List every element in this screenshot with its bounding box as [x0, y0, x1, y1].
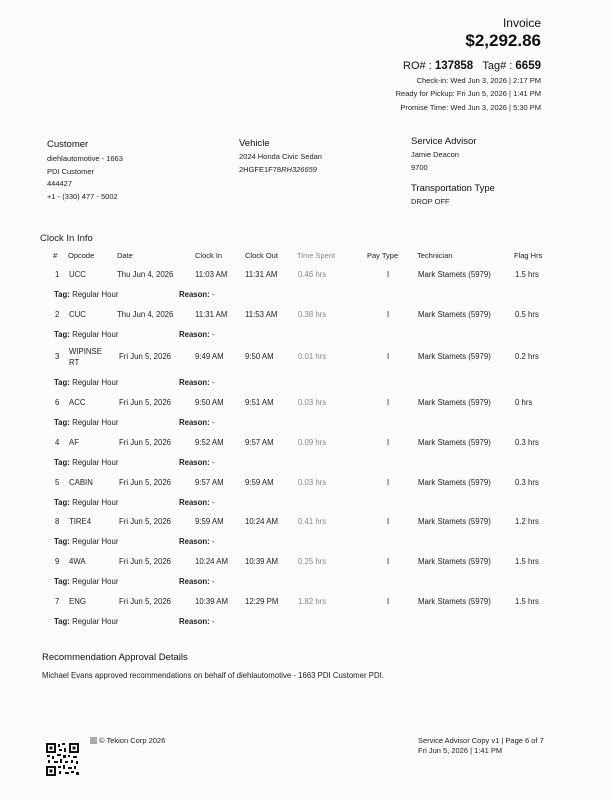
row-pay-type: I [387, 270, 390, 279]
row-reason [179, 378, 215, 387]
row-time-spent: 0.46 hrs [298, 270, 327, 279]
row-reason-label: Reason: [179, 378, 210, 387]
row-opcode: ACC [69, 398, 86, 407]
row-pay-type: I [387, 478, 390, 487]
col-header-flag-hrs: Flag Hrs [514, 251, 543, 260]
row-num: 8 [55, 517, 60, 526]
row-clock-in: 11:31 AM [195, 310, 228, 319]
row-opcode: AF [69, 438, 79, 447]
printed-time: Fri Jun 5, 2026 | 1:41 PM [418, 746, 503, 755]
row-date: Fri Jun 5, 2026 [119, 478, 172, 487]
col-header-pay-type: Pay Type [367, 251, 399, 260]
row-pay-type: I [387, 398, 390, 407]
row-reason-value: - [211, 577, 215, 586]
row-clock-out: 10:39 AM [245, 557, 278, 566]
row-reason-value: - [211, 458, 215, 467]
row-num: 5 [55, 478, 60, 487]
row-pay-type: I [387, 310, 390, 319]
row-reason [179, 498, 215, 507]
ro-tag-line: RO# : 137858 Tag# : 6659 [403, 60, 541, 72]
customer-block [47, 153, 123, 203]
row-opcode: ENG [69, 597, 86, 606]
row-num: 7 [55, 597, 60, 606]
col-header-opcode: Opcode [68, 251, 95, 260]
row-num: 3 [55, 352, 60, 361]
row-clock-in: 10:24 AM [195, 557, 228, 566]
row-technician: Mark Stamets (5979) [418, 398, 491, 407]
row-clock-in: 9:57 AM [195, 478, 224, 487]
row-reason [179, 290, 215, 299]
row-pay-type: I [387, 517, 390, 526]
row-tag-label: Tag: [54, 290, 70, 299]
row-technician: Mark Stamets (5979) [418, 478, 491, 487]
col-header-time-spent: Time Spent [297, 251, 336, 260]
promise-time: Promise Time: Wed Jun 3, 2026 | 5:30 PM [400, 103, 541, 112]
row-technician: Mark Stamets (5979) [418, 557, 491, 566]
row-num: 1 [55, 270, 60, 279]
row-clock-in: 10:39 AM [195, 597, 228, 606]
row-clock-out: 9:51 AM [245, 398, 274, 407]
recommendation-text: Michael Evans approved recommendations on behalf of diehlautomotive - 1663 PDI Customer PDI. [42, 671, 384, 680]
row-num: 6 [55, 398, 60, 407]
row-flag-hrs: 1.5 hrs [515, 270, 539, 279]
qr-code [45, 742, 80, 777]
row-technician: Mark Stamets (5979) [418, 270, 491, 279]
row-opcode: CABIN [69, 478, 93, 487]
row-num: 2 [55, 310, 60, 319]
row-reason-value: - [211, 537, 215, 546]
row-clock-out: 11:53 AM [245, 310, 278, 319]
row-tag [54, 418, 118, 427]
row-time-spent: 0.41 hrs [298, 517, 327, 526]
row-tag [54, 498, 118, 507]
row-tag-label: Tag: [54, 378, 70, 387]
row-clock-out: 12:29 PM [245, 597, 279, 606]
row-opcode: TIRE4 [69, 517, 92, 526]
row-reason [179, 418, 215, 427]
transport-title: Transportation Type [411, 183, 495, 194]
row-date: Fri Jun 5, 2026 [119, 557, 172, 566]
row-pay-type: I [387, 352, 390, 361]
row-technician: Mark Stamets (5979) [418, 517, 491, 526]
row-date: Fri Jun 5, 2026 [119, 398, 172, 407]
row-tag [54, 378, 118, 387]
row-tag-value: Regular Hour [72, 498, 119, 507]
row-tag-value: Regular Hour [72, 617, 119, 626]
row-clock-out: 10:24 AM [245, 517, 278, 526]
invoice-total: $2,292.86 [465, 31, 541, 50]
row-flag-hrs: 0.3 hrs [515, 438, 539, 447]
row-reason-label: Reason: [179, 498, 210, 507]
row-time-spent: 0.25 hrs [298, 557, 327, 566]
vehicle-title: Vehicle [239, 138, 270, 149]
tag-number: 6659 [515, 60, 541, 72]
row-reason-label: Reason: [179, 577, 210, 586]
customer-type: PDI Customer [47, 166, 95, 176]
row-opcode: UCC [69, 270, 86, 279]
row-flag-hrs: 0 hrs [515, 398, 533, 407]
row-tag [54, 537, 118, 546]
row-reason-value: - [211, 330, 215, 339]
row-tag-label: Tag: [54, 458, 70, 467]
row-tag-value: Regular Hour [72, 418, 119, 427]
row-time-spent: 0.01 hrs [298, 352, 327, 361]
row-tag-value: Regular Hour [72, 330, 119, 339]
row-date: Fri Jun 5, 2026 [119, 597, 172, 606]
row-reason-value: - [211, 617, 215, 626]
tekion-logo-icon [90, 737, 97, 744]
row-tag-value: Regular Hour [72, 290, 119, 299]
row-reason [179, 458, 215, 467]
row-reason-label: Reason: [179, 330, 210, 339]
row-opcode: 4WA [69, 557, 86, 566]
row-date: Thu Jun 4, 2026 [117, 310, 174, 319]
tag-label: Tag# [482, 60, 507, 72]
row-time-spent: 0.09 hrs [298, 438, 327, 447]
row-opcode: CUC [69, 310, 86, 319]
vin-suffix: RH326659 [281, 164, 317, 174]
row-technician: Mark Stamets (5979) [418, 352, 491, 361]
row-tag-label: Tag: [54, 537, 70, 546]
row-opcode: WIPINSE [69, 347, 102, 356]
customer-name: diehlautomotive - 1663 [47, 154, 123, 163]
qr-code-graphic [45, 742, 80, 777]
row-technician: Mark Stamets (5979) [418, 597, 491, 606]
vehicle-description: 2024 Honda Civic Sedan [239, 152, 322, 161]
row-tag-value: Regular Hour [72, 458, 119, 467]
row-flag-hrs: 0.2 hrs [515, 352, 539, 361]
row-num: 4 [55, 438, 60, 447]
row-clock-out: 11:31 AM [245, 270, 278, 279]
vehicle-vin [239, 164, 322, 177]
row-pay-type: I [387, 597, 390, 606]
row-reason [179, 577, 215, 586]
row-date: Fri Jun 5, 2026 [119, 517, 172, 526]
col-header-date: Date [117, 251, 133, 260]
advisor-block [411, 149, 459, 174]
copy-info: Service Advisor Copy v1 | Page 6 of 7 [418, 736, 544, 745]
ro-label: RO# [403, 60, 426, 72]
row-clock-in: 11:03 AM [195, 270, 228, 279]
row-clock-in: 9:49 AM [195, 352, 224, 361]
row-technician: Mark Stamets (5979) [418, 310, 491, 319]
row-tag-label: Tag: [54, 498, 70, 507]
customer-id: 444427 [47, 179, 73, 188]
row-tag-value: Regular Hour [72, 378, 119, 387]
col-header-num: # [53, 251, 58, 260]
advisor-name: Jamie Deacon [411, 150, 459, 159]
clock-in-title: Clock In Info [40, 233, 93, 244]
row-tag-label: Tag: [54, 418, 70, 427]
row-flag-hrs: 1.5 hrs [515, 557, 539, 566]
row-reason-label: Reason: [179, 617, 210, 626]
col-header-clock-out: Clock Out [245, 251, 278, 260]
row-flag-hrs: 1.5 hrs [515, 597, 539, 606]
advisor-id: 9700 [411, 162, 428, 172]
row-tag [54, 577, 118, 586]
row-date: Fri Jun 5, 2026 [119, 438, 172, 447]
row-date: Thu Jun 4, 2026 [117, 270, 174, 279]
copyright [90, 736, 165, 746]
ready-time: Ready for Pickup: Fri Jun 5, 2026 | 1:41 PM [395, 89, 541, 98]
row-time-spent: 0.38 hrs [298, 310, 327, 319]
row-technician: Mark Stamets (5979) [418, 438, 491, 447]
row-clock-out: 9:59 AM [245, 478, 274, 487]
row-tag-value: Regular Hour [72, 537, 119, 546]
row-pay-type: I [387, 438, 390, 447]
page-info [418, 736, 544, 756]
col-header-technician: Technician [417, 251, 453, 260]
row-flag-hrs: 0.5 hrs [515, 310, 539, 319]
recommendation-title: Recommendation Approval Details [42, 652, 188, 663]
invoice-label: Invoice [502, 16, 541, 30]
row-reason-label: Reason: [179, 458, 210, 467]
row-opcode-continued: RT [69, 358, 80, 367]
row-time-spent: 1.82 hrs [298, 597, 327, 606]
row-flag-hrs: 0.3 hrs [515, 478, 539, 487]
row-flag-hrs: 1.2 hrs [515, 517, 539, 526]
advisor-title: Service Advisor [411, 136, 477, 147]
row-clock-in: 9:59 AM [195, 517, 224, 526]
row-clock-in: 9:50 AM [195, 398, 224, 407]
row-clock-out: 9:50 AM [245, 352, 274, 361]
row-reason-value: - [211, 378, 215, 387]
row-time-spent: 0.03 hrs [298, 398, 327, 407]
row-clock-out: 9:57 AM [245, 438, 274, 447]
vehicle-block [239, 151, 322, 176]
row-tag-label: Tag: [54, 617, 70, 626]
row-pay-type: I [387, 557, 390, 566]
copyright-text: © Tekion Corp 2026 [99, 736, 166, 745]
row-num: 9 [55, 557, 60, 566]
transport-value: DROP OFF [411, 197, 450, 206]
row-reason-value: - [211, 418, 215, 427]
row-reason-value: - [211, 498, 215, 507]
customer-title: Customer [47, 139, 89, 150]
row-reason-label: Reason: [179, 290, 210, 299]
ro-number: 137858 [434, 60, 474, 72]
row-tag [54, 458, 118, 467]
row-tag [54, 617, 118, 626]
checkin-time: Check-in: Wed Jun 3, 2026 | 2:17 PM [416, 76, 541, 85]
row-reason-label: Reason: [179, 537, 210, 546]
row-reason [179, 617, 215, 626]
row-date: Fri Jun 5, 2026 [119, 352, 172, 361]
row-reason-value: - [211, 290, 215, 299]
row-time-spent: 0.03 hrs [298, 478, 327, 487]
row-reason-label: Reason: [179, 418, 210, 427]
row-tag-label: Tag: [54, 330, 70, 339]
row-tag [54, 330, 118, 339]
row-reason [179, 537, 215, 546]
customer-phone: +1 - (330) 477 - 5002 [47, 191, 118, 201]
row-reason [179, 330, 215, 339]
col-header-clock-in: Clock In [195, 251, 223, 260]
row-tag [54, 290, 118, 299]
row-clock-in: 9:52 AM [195, 438, 224, 447]
vin-prefix: 2HGFE1F78 [239, 164, 282, 174]
row-tag-label: Tag: [54, 577, 70, 586]
row-tag-value: Regular Hour [72, 577, 119, 586]
